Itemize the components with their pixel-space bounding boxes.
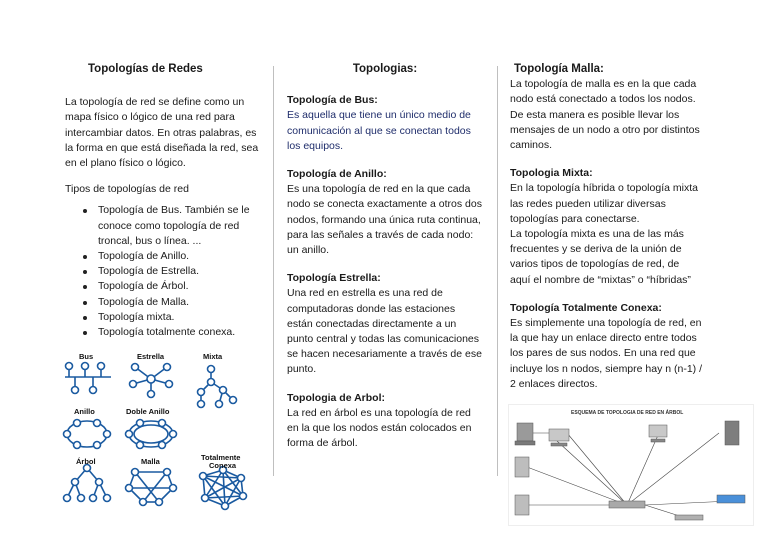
ring-text: Es una topología de red en la que cada nodo se conecta exactamente a otros dos nodos, formando una única ruta continua, para las señales a través de cada nodo: un anillo. [287,183,482,257]
label-bus: Bus [79,352,94,361]
divider-left [273,66,274,476]
intro-paragraph: La topología de red se define como un mapa físico o lógico de una red para intercambiar datos. En otras palabras, es la forma en que está diseñada la red, sea en el plano físico o lógico. [65,96,259,170]
bus-title: Topología de Bus: [287,94,378,107]
topologies-figure [53,352,260,512]
list-item: Topología mixta. [98,310,263,325]
list-item: Topología totalmente conexa. [98,325,263,340]
figure-caption: ESQUEMA DE TOPOLOGIA DE RED EN ÁRBOL [571,410,684,416]
section-mixed [510,166,702,288]
list-item: Topología de Estrella. [98,264,263,279]
tree-network-diagram [509,405,753,525]
list-item: Topología de Bus. También se le conoce como topología de red troncal, bus o línea. ... [98,203,263,249]
mixed-title: Topologia Mixta: [510,167,593,180]
list-item: Topología de Árbol. [98,279,263,294]
divider-right [497,66,498,476]
section-star [287,271,483,377]
label-mesh: Malla [141,457,160,466]
section-bus [287,93,483,154]
column-left [65,62,263,340]
types-heading: Tipos de topologías de red [65,183,189,196]
label-full-2: Conexa [209,461,237,470]
list-item: Topología de Malla. [98,295,263,310]
mixed-text-1: En la topología híbrida o topología mixta las redes pueden utilizar diversas topologías para conectarse. [510,182,698,225]
section-title: Topologias: [352,63,418,75]
section-full [510,301,702,392]
section-ring [287,167,483,258]
mixed-text-2: La topología mixta es una de las más frecuentes y se deriva de la unión de varios tipos de topologías de red, de aquí el nombre de “mixtas” o “híbridas” [510,228,691,286]
section-tree [287,391,483,452]
column-right [510,62,702,405]
bus-text: Es aquella que tiene un único medio de comunicación al que se conectan todos los equipos. [287,109,471,152]
label-ring: Anillo [74,407,95,416]
list-item: Topología de Anillo. [98,249,263,264]
label-full-1: Totalmente [201,453,241,462]
mesh-text: La topología de malla es en la que cada nodo está conectado a todos los nodos. De esta manera es posible llevar los mensajes de un nodo a otro por distintos caminos. [510,78,700,152]
column-middle [287,62,483,464]
topologies-diagram [53,352,260,512]
mesh-title: Topología Malla: [514,63,604,75]
page-title: Topologías de Redes [88,63,203,75]
label-mixed: Mixta [203,352,223,361]
label-star: Estrella [137,352,165,361]
label-double-ring: Doble Anillo [126,407,170,416]
tree-network-figure [508,404,754,526]
tree-text: La red en árbol es una topología de red en la que los nodos están colocados en forma de árbol. [287,406,472,450]
ring-title: Topología de Anillo: [287,168,387,181]
types-list [65,203,263,340]
full-title: Topología Totalmente Conexa: [510,301,662,314]
full-text: Es simplemente una topología de red, en la que hay un enlace directo entre todos los pares de sus nodos. En una red que incluye los n nodos, siempre hay n (n-1) / 2 enlaces directos. [510,317,703,390]
tree-title: Topologia de Arbol: [287,391,385,404]
star-text: Una red en estrella es una red de computadoras donde las estaciones están conectadas directamente a un punto central y todas las comunicaciones se hacen necesariamente a través de ese punto. [287,287,482,376]
section-mesh [510,77,702,153]
star-title: Topología Estrella: [287,272,381,285]
label-tree: Árbol [76,457,96,466]
